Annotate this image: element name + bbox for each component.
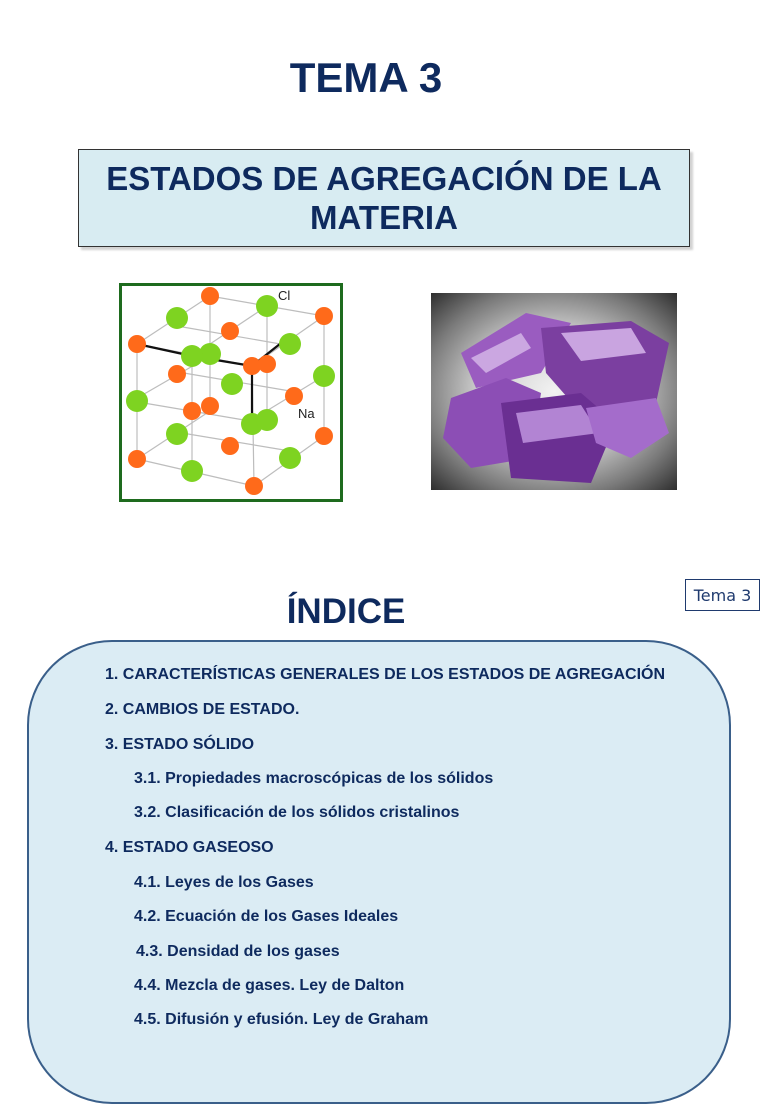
toc-item-4-4: 4.4. Mezcla de gases. Ley de Dalton	[134, 977, 405, 994]
nacl-crystal-lattice-image	[119, 283, 343, 502]
nacl-lattice-drawing	[122, 286, 340, 499]
toc-item-3-1: 3.1. Propiedades macroscópicas de los sólidos	[134, 770, 494, 787]
subtitle-line-2: MATERIA	[310, 199, 458, 236]
toc-item-2: 2. CAMBIOS DE ESTADO.	[105, 701, 300, 718]
subtitle-line-1: ESTADOS DE AGREGACIÓN DE LA	[106, 160, 662, 197]
cl-label: Cl	[278, 288, 291, 303]
toc-item-4-3: 4.3. Densidad de los gases	[136, 943, 340, 960]
tema-tag: Tema 3	[685, 579, 760, 611]
subtitle-box	[78, 149, 690, 247]
na-label: Na	[298, 406, 315, 421]
toc-item-4-5: 4.5. Difusión y efusión. Ley de Graham	[134, 1011, 429, 1028]
page-title: TEMA 3	[289, 54, 443, 101]
subtitle	[106, 159, 662, 237]
toc-item-3: 3. ESTADO SÓLIDO	[105, 736, 255, 753]
fluorite-crystal-photo	[431, 293, 677, 490]
toc-item-3-2: 3.2. Clasificación de los sólidos cristalinos	[134, 804, 460, 821]
toc-item-1: 1. CARACTERÍSTICAS GENERALES DE LOS ESTADOS DE AGREGACIÓN	[105, 666, 666, 683]
toc-item-4: 4. ESTADO GASEOSO	[105, 839, 274, 856]
toc-item-4-1: 4.1. Leyes de los Gases	[134, 874, 314, 891]
toc-item-4-2: 4.2. Ecuación de los Gases Ideales	[134, 908, 399, 925]
fluorite-crystal-drawing	[431, 293, 677, 490]
index-title: ÍNDICE	[286, 592, 406, 631]
